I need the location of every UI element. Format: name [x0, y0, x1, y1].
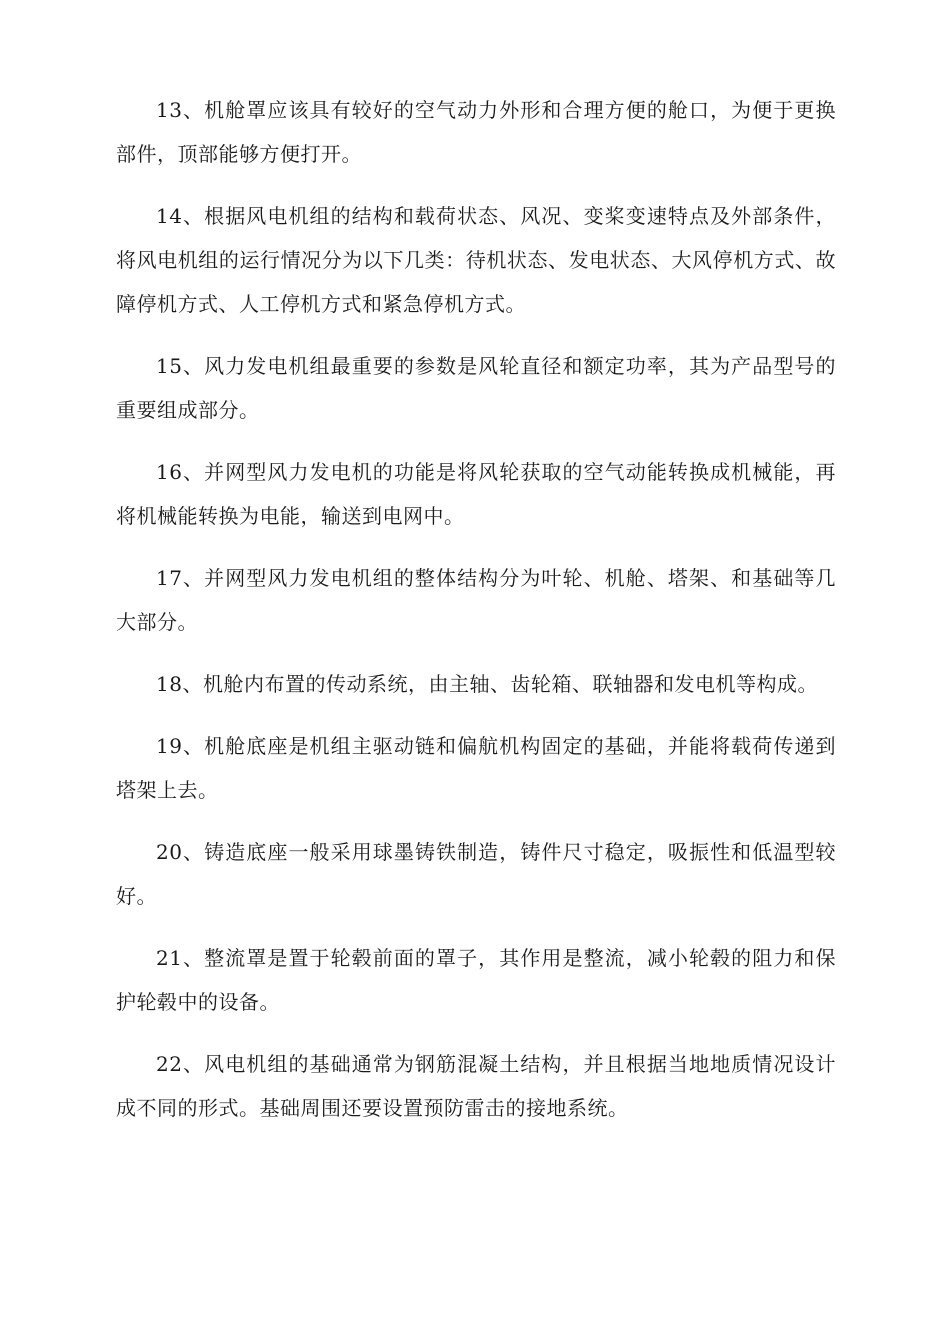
paragraph-22: 22、风电机组的基础通常为钢筋混凝土结构，并且根据当地地质情况设计成不同的形式。基础周围还要设置预防雷击的接地系统。: [116, 1052, 836, 1120]
paragraph-18: 18、机舱内布置的传动系统，由主轴、齿轮箱、联轴器和发电机等构成。: [156, 672, 818, 696]
paragraph-20: 20、铸造底座一般采用球墨铸铁制造，铸件尺寸稳定，吸振性和低温型较好。: [116, 840, 836, 908]
paragraph-16: 16、并网型风力发电机的功能是将风轮获取的空气动能转换成机械能，再将机械能转换为电能，输送到电网中。: [116, 460, 836, 528]
paragraph-19: 19、机舱底座是机组主驱动链和偏航机构固定的基础，并能将载荷传递到塔架上去。: [116, 734, 836, 802]
paragraph-14: 14、根据风电机组的结构和载荷状态、风况、变桨变速特点及外部条件，将风电机组的运行情况分为以下几类：待机状态、发电状态、大风停机方式、故障停机方式、人工停机方式和紧急停机方式。: [116, 204, 836, 316]
document-page: [116, 88, 836, 1148]
paragraph-15: 15、风力发电机组最重要的参数是风轮直径和额定功率，其为产品型号的重要组成部分。: [116, 354, 836, 422]
paragraph-21: 21、整流罩是置于轮毂前面的罩子，其作用是整流，减小轮毂的阻力和保护轮毂中的设备。: [116, 946, 836, 1014]
paragraph-13: 13、机舱罩应该具有较好的空气动力外形和合理方便的舱口，为便于更换部件，顶部能够方便打开。: [116, 98, 836, 166]
paragraph-17: 17、并网型风力发电机组的整体结构分为叶轮、机舱、塔架、和基础等几大部分。: [116, 566, 836, 634]
